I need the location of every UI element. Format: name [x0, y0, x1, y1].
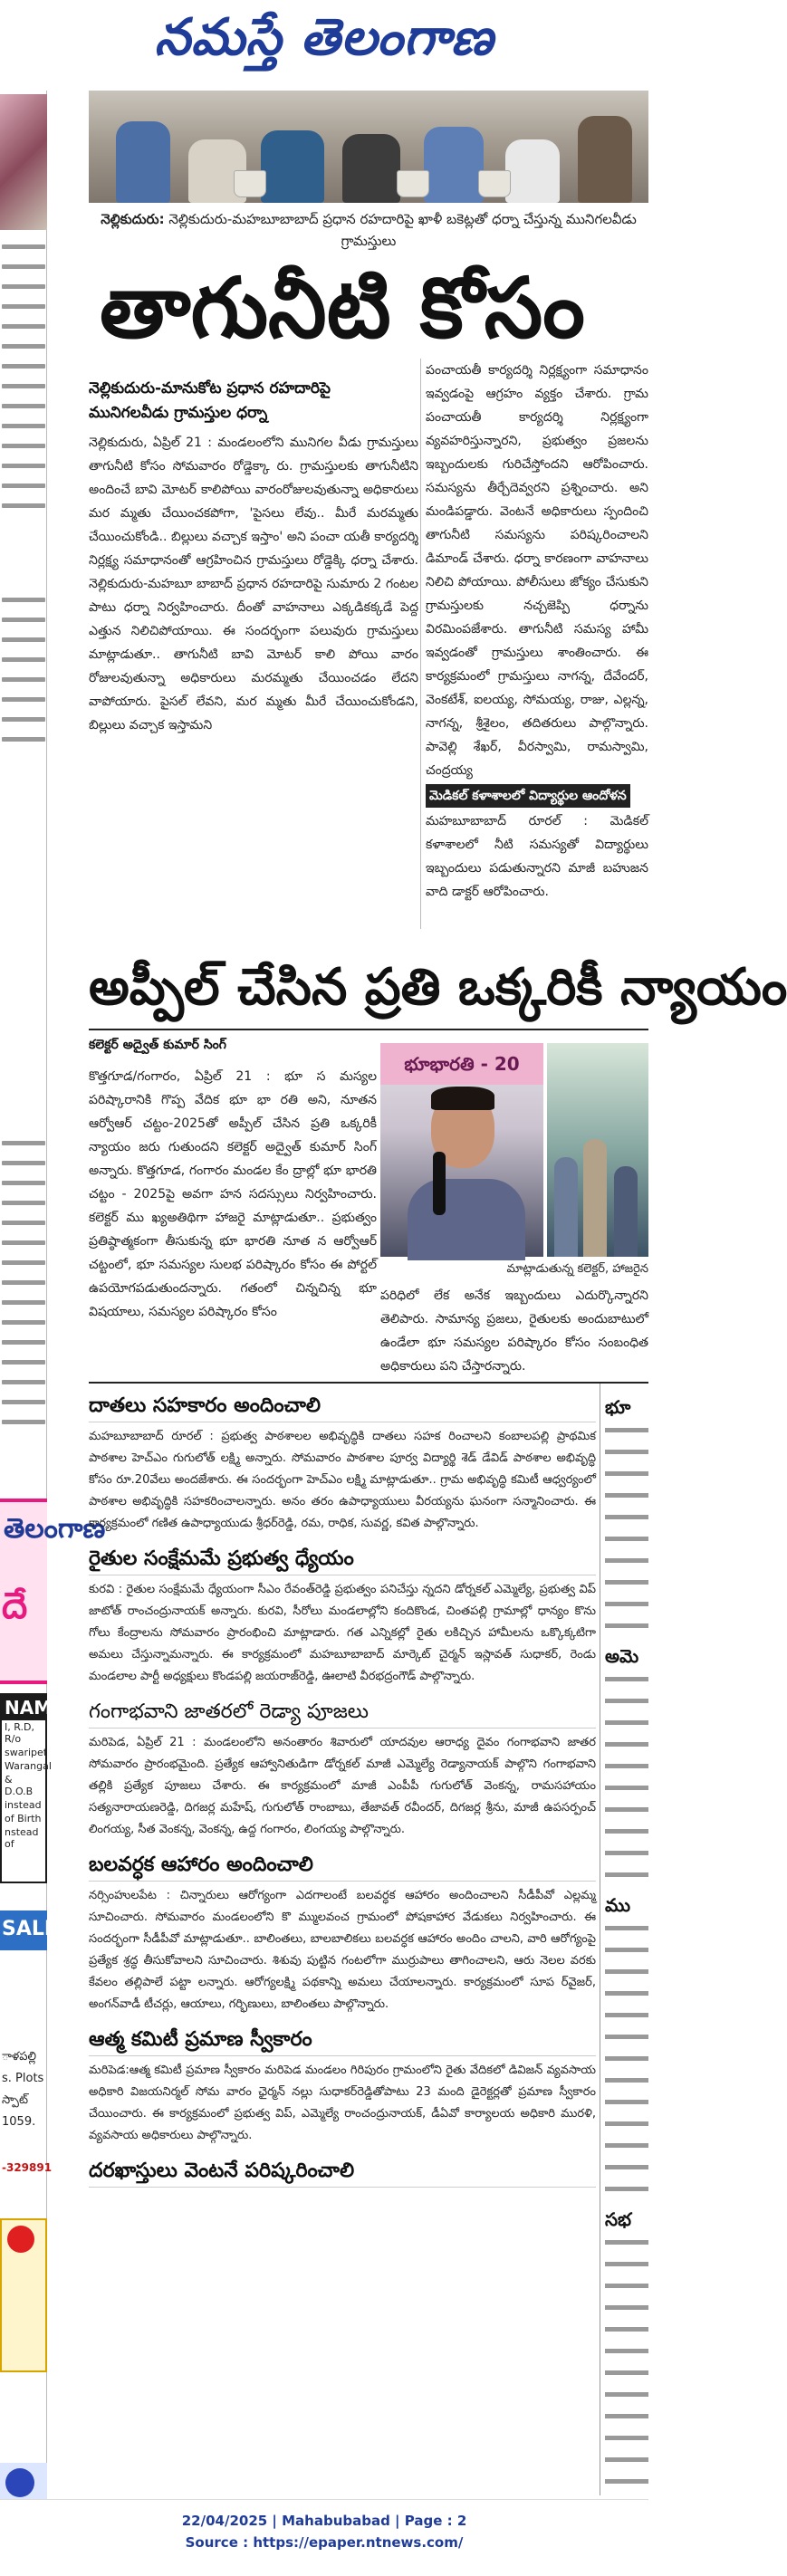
article-jatara [89, 1697, 596, 1841]
article-body: కురవి : రైతుల సంక్షేమమే ధ్యేయంగా సీఎం రేవంత్‌రెడ్డి ప్రభుత్వం పనిచేస్తు న్నదని డోర్నకల్ ఎమ్మెల్యే, ప్రభుత్వ విప్ జాటోత్ రాంచంద్రునాయక్ అన్నారు. కురవి, సీరోలు మండలాల్లోని కందికొండ, చింతపల్లి గ్రామాల్లో ధాన్యం కొను గోలు కేంద్రాలను సోమవారం ప్రారంభించి మాట్లాడారు. గత ఎన్నికల్లో రైతు లకిచ్చిన హామీలను ఒక్కొక్కటిగా అమలు చేస్తున్నామన్నారు. ఈ కార్యక్రమంలో మహబూబాబాద్ మార్కెట్ చైర్మన్ ఇస్లావత్ సుధాకర్, రెండు మండలాల పార్టీ అధ్యక్షులు కొండపల్లి జయరాజ్‌రెడ్డి, ఊలాటి వీరభద్రంగౌడ్ పాల్గొన్నారు. [89, 1583, 596, 1683]
bucket-icon [397, 170, 429, 197]
article-title: దరఖాస్తులు వెంటనే పరిష్కరించాలి [89, 2156, 596, 2188]
name-change-head: NAME [2, 1695, 45, 1720]
article-body: మరిపెడ, ఏప్రిల్ 21 : మండలంలోని అనంతారం శివారులో యాదవుల ఆరాధ్య దైవం గంగాభవాని జాతర సోమవారం ప్రారంభమైంది. ప్రత్యేక ఆహ్వానితుడిగా డోర్నకల్ మాజీ ఎమ్మెల్యే రెడ్యానాయక్ పాల్గొని గంగాభవాని తల్లికి ప్రత్యేక పూజలు చేశారు. ఈ కార్యక్రమంలో మాజీ ఎంపీపీ గుగులోత్ వెంకన్న, రామసహాయం సత్యనారాయణరెడ్డి, దిగజర్ల మహేష్, గుగులోత్ రాంబాబు, తేజావత్ రవీందర్, దిగజర్ల శ్రీను, మాజీ ఉపసర్పంచ్ లింగయ్య, సీత వెంకన్న, వెంకన్న, ఉద్ద గంగారం, లింగయ్య పాల్గొన్నారు. [89, 1736, 596, 1836]
name-change-line: instead [5, 1799, 42, 1811]
headline-water: తాగునీటి కోసం [100, 260, 585, 357]
article-applications [89, 2156, 596, 2188]
name-change-line: of Birth [5, 1813, 42, 1824]
right-col-head: అమె [605, 1645, 639, 1667]
newspaper-title: నమస్తే తెలంగాణ [154, 7, 494, 67]
strip-photo [0, 94, 47, 230]
name-change-line: swaripet [5, 1747, 48, 1758]
article-title: దాతలు సహకారం అందించాలి [89, 1391, 596, 1422]
ad-logo-icon [7, 2226, 34, 2253]
article-body-col2-tail: మహబూబాబాద్ రూరల్ : మెడికల్ కళాశాలలో నీటి సమస్యతో విద్యార్థులు ఇబ్బందులు పడుతున్నారని మాజీ బహుజన వాది డాక్టర్ ఆరోపించారు. [426, 814, 648, 899]
photo-banner: భూభారతి - 20 [380, 1043, 543, 1085]
article-body-col1: నెల్లికుదురు, ఏప్రిల్ 21 : మండలంలోని మునిగల వీడు గ్రామస్తులు తాగునీటి కోసం సోమవారం రోడ్డెక్కా రు. గ్రామస్తులకు తాగునీటిని అందించే బావి మోటర్ కాలిపోయి వారంరోజులవుతున్నా అధికారులు మర మ్మతు చేయించకపోగా, 'పైసలు లేవు.. మీరే మరమ్మతు చేయించుకోండి.. బిల్లులు వచ్చాక ఇస్తాం' అని పంచా యతీ కార్యదర్శి నిర్లక్ష్య సమాధానంతో ఆగ్రహించిన గ్రామస్తులు రోడ్డెక్కి ధర్నా చేశారు. నెల్లికుదురు-మహబూ బాబాద్ ప్రధాన రహదారిపై సుమారు 2 గంటల పాటు ధర్నా నిర్వహించారు. దీంతో వాహనాలు ఎక్కడికక్కడే పెద్ద ఎత్తున నిలిచిపోయాయి. ఈ సందర్భంగా పలువురు గ్రామస్తులు మాట్లాడుతూ.. తాగునీటి బావి మోటర్ కాలి పోయి వారం రోజులవుతున్నా అధికారులు మరమ్మతు చేయించడం లేదని వాపోయారు. పైసల్ లేవని, మర మ్మతు మీరే చేయించుకోండని, బిల్లులు వచ్చాక ఇస్తామని [89, 436, 418, 733]
strip-text-lines-1 [2, 244, 45, 523]
name-change-line: I, R.D, R/o [5, 1721, 34, 1745]
article-title: బలవర్ధక ఆహారం అందించాలి [89, 1850, 596, 1882]
microphone-icon [433, 1152, 446, 1215]
article-body-col2-text: పంచాయతీ కార్యదర్శి నిర్లక్ష్యంగా సమాధానం ఇవ్వడంపై ఆగ్రహం వ్యక్తం చేశారు. గ్రామ పంచాయతీ కార్యదర్శి నిర్లక్ష్యంగా వ్యవహరిస్తున్నారని, ప్రభుత్వం ప్రజలను ఇబ్బందులకు గురిచేస్తోందని ఆరోపించారు. సమస్యను తీర్చేదెవ్వరని ప్రశ్నించారు. అని మండిపడ్డారు. వెంటనే అధికారులు స్పందించి తాగునీటి సమస్యను పరిష్కరించాలని డిమాండ్ చేశారు. ధర్నా కారణంగా వాహనాలు నిలిచి పోయాయి. పోలీసులు జోక్యం చేసుకుని గ్రామస్తులకు నచ్చజెప్పి ధర్నాను విరమింపజేశారు. తాగునీటి సమస్య హామీ ఇవ్వడంతో గ్రామస్తులు శాంతించారు. ఈ కార్యక్రమంలో గ్రామస్తులు నాగన్న, దేవేందర్, వెంకటేశ్, ఐలయ్య, సోమయ్య, రాజు, ఎల్లన్న, నాగన్న, శ్రీశైలం, తదితరులు పాల్గొన్నారు. పావెల్లి శేఖర్, వీరస్వామి, రామస్వామి, చంద్రయ్య [426, 363, 648, 778]
section-rule [89, 1382, 648, 1384]
sale-badge: SALE [0, 1910, 47, 1950]
collector-photo-caption: మాట్లాడుతున్న కలెక్టర్, హాజరైన [506, 1262, 648, 1276]
dharna-photo [89, 91, 648, 203]
plots-ad-phone: -329891 [2, 2161, 53, 2174]
article-atma-committee [89, 2025, 596, 2147]
column-divider [420, 359, 421, 929]
footer-date-line: 22/04/2025 | Mahabubabad | Page : 2 [181, 2513, 467, 2529]
article-nutrition [89, 1850, 596, 2016]
article-donors [89, 1391, 596, 1535]
article-body: నర్సింహులపేట : చిన్నారులు ఆరోగ్యంగా ఎదగాలంటే బలవర్ధక ఆహారం అందించాలని సీడీపీవో ఎల్లమ్మ సూచించారు. సోమవారం మండలంలోని కొ మ్ములవంచ గ్రామంలో పోషకాహార వేడుకలు నిర్వహించారు. ఈ సందర్భంగా సీడీపీవో మాట్లాడుతూ.. బాలింతలు, బాలబాలికలు బలవర్ధక ఆహారం అందిం చాలని, వారి ఆరోగ్యంపై ప్రత్యేక శ్రద్ధ తీసుకోవాలని సూచించారు. శిశువు పుట్టిన గంటలోగా ముర్రుపాలు తాగించాలని, ఆరు నెలల వరకు కేవలం తల్లిపాలే పట్టా లన్నారు. ఆరోగ్యలక్ష్మి పథకాన్ని అమలు చేయాలన్నారు. కార్యక్రమంలో సూప ర్‌వైజర్, అంగన్‌వాడీ టీచర్లు, ఆయాలు, గర్భిణులు, బాలింతలు పాల్గొన్నారు. [89, 1889, 596, 2011]
masthead [0, 0, 648, 87]
strip-ad-line1: తెలంగాణ [4, 1513, 106, 1545]
section-rule [89, 1029, 648, 1030]
inline-subhead-bar: మెడికల్ కళాశాలలో విద్యార్థుల ఆందోళన [426, 784, 630, 808]
strip-ad-line2: దే [2, 1585, 28, 1627]
brief-articles [89, 1391, 596, 2197]
page-footer [0, 2499, 648, 2576]
right-cropped-column [605, 1391, 648, 2501]
name-change-line: Warangal [5, 1760, 52, 1772]
photo-caption [89, 208, 648, 252]
right-col-head: సభ [605, 2208, 632, 2230]
article-body: మహబూబాబాద్ రూరల్ : ప్రభుత్వ పాఠశాలల అభివృద్ధికి దాతలు సహక రించాలని కంబాలపల్లి ప్రాథమిక పాఠశాల హెచ్‌ఎం గుగులోత్ లక్ష్మి అన్నారు. సోమవారం పాఠశాల పూర్వ విద్యార్థి శెడ్ డేవిడ్ పాఠశాల అభివృద్ధి కోసం రూ.20వేలు అందజేశారు. ఈ సందర్భంగా హెచ్‌ఎం లక్ష్మి మాట్లాడుతూ.. గ్రామ అభివృద్ధి కమిటీ ఆధ్వర్యంలో పాఠశాల అభివృద్ధికి సహకరించాలన్నారు. అనం తరం ఉపాధ్యాయులు వీరయ్యను ఘనంగా సన్మానించారు. ఈ కార్యక్రమంలో గణిత ఉపాధ్యాయుడు శ్రీధర్‌రెడ్డి, రమ, రాధిక, సువర్ణ, కవిత పాల్గొన్నారు. [89, 1430, 596, 1530]
name-change-line: nstead of [5, 1826, 39, 1850]
bucket-icon [234, 170, 266, 197]
subhead-water: నెల్లికుదురు-మానుకోట ప్రధాన రహదారిపై మునిగలవీడు గ్రామస్తుల ధర్నా [89, 379, 331, 422]
article-body-col2 [426, 359, 648, 904]
strip-ad-yellow [0, 2218, 47, 2372]
photo-caption-text: నెల్లికుదురు-మహబూబాబాద్ ప్రధాన రహదారిపై ఖాళీ బకెట్లతో ధర్నా చేస్తున్న మునిగలవీడు గ్రామస్తులు [168, 211, 637, 249]
article-body: మరిపెడ:ఆత్మ కమిటీ ప్రమాణ స్వీకారం మరిపెడ మండలం గిరిపురం గ్రామంలోని రైతు వేదికలో డివిజన్ వ్యవసాయ అధికారి విజయనిర్మల్ సోమ వారం ఛైర్మన్ నల్లు సుధాకర్‌రెడ్డితోపాటు 23 మంది డైరెక్టర్లతో ప్రమాణ స్వీకారం చేయించారు. ఈ కార్యక్రమంలో ప్రభుత్వ విప్, ఎమ్మెల్యే రాంచంద్రునాయక్, డీఏవో కార్యాలయ అధికారి మురళి, వ్యవసాయ అధికారులు పాల్గొన్నారు. [89, 2064, 596, 2142]
name-change-line: & D.O.B [5, 1774, 34, 1797]
right-col-head: ము [605, 1894, 631, 1916]
strip-text-lines-3 [2, 1141, 45, 1440]
article-title: రైతుల సంక్షేమమే ప్రభుత్వ ధ్యేయం [89, 1544, 596, 1575]
audience-photo [547, 1043, 648, 1257]
collector-photo [380, 1043, 543, 1257]
article-title: ఆత్మ కమిటీ ప్రమాణ స్వీకారం [89, 2025, 596, 2056]
plots-ad-text: ాళపల్లి s. Plots స్పాట్ 1059. [2, 2050, 44, 2129]
headline-appeal: అప్పీల్ చేసిన ప్రతి ఒక్కరికీ న్యాయం [89, 958, 787, 1017]
article-title: గంగాభవాని జాతరలో రెడ్యా పూజలు [89, 1697, 596, 1729]
left-cropped-strip [0, 91, 106, 2481]
strip-text-lines-2 [2, 598, 45, 757]
appeal-body-right: పరిధిలో లేక అనేక ఇబ్బందులు ఎదుర్కొన్నారని తెలిపారు. సామాన్య ప్రజలు, రైతులకు అందుబాటులో ఉండేలా భూ సమస్యల పరిష్కారం కోసం సంబంధిత అధికారులు పని చేస్తారన్నారు. [380, 1288, 648, 1374]
main-page [53, 87, 787, 2495]
footer-source-link[interactable]: Source : https://epaper.ntnews.com/ [185, 2534, 464, 2551]
appeal-body: కొత్తగూడ/గంగారం, ఏప్రిల్ 21 : భూ స మస్యల పరిష్కారానికి గొప్ప వేదిక భూ భా రతి అని, నూతన ఆర్వోఆర్ చట్టం-2025తో అప్పీల్ చేసిన ప్రతి ఒక్కరికీ న్యాయం జరు గుతుందని కలెక్టర్ అద్వైత్ కుమార్ సింగ్ అన్నారు. కొత్తగూడ, గంగారం మండల కేం ద్రాల్లో భూ భారతి చట్టం - 2025పై అవగా హన సదస్సులు నిర్వహించారు. కలెక్టర్ ము ఖ్యఅతిథిగా హాజరై మాట్లాడుతూ.. ప్రభుత్వం ప్రతిష్ఠాత్మకంగా తీసుకున్న భూ భారతి నూత న ఆర్వోఆర్ చట్టంలో, భూ సమస్యల సులభ పరిష్కారం కోసం ఈ పోర్టల్ ఉపయోగపడుతుందన్నారు. గతంలో చిన్నచిన్న భూ విషయాలు, సమస్యల పరిష్కారం కోసం [89, 1069, 377, 1319]
right-col-head: భూ [605, 1396, 631, 1418]
byline-collector: కలెక్టర్ అద్వైత్ కుమార్ సింగ్ [89, 1038, 226, 1052]
bucket-icon [478, 170, 511, 197]
strip-ad-telangana [0, 1499, 106, 1684]
photo-caption-lead: నెల్లికుదురు: [101, 211, 165, 227]
name-change-notice [0, 1693, 64, 1883]
article-farmers [89, 1544, 596, 1688]
ad-logo-icon [5, 2468, 34, 2497]
